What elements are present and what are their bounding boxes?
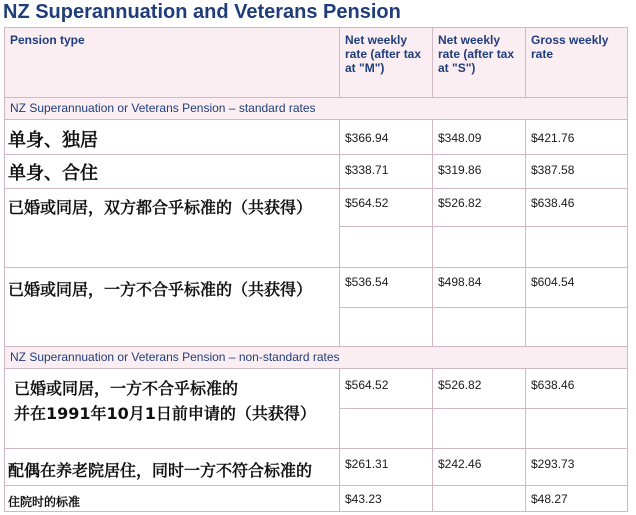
grid-line <box>4 154 628 155</box>
row-value-gross: $604.54 <box>531 275 575 289</box>
row-value-s: $526.82 <box>438 378 482 392</box>
grid-line <box>4 97 628 98</box>
row-value-s: $526.82 <box>438 196 482 210</box>
grid-line <box>339 27 340 97</box>
section-standard-label: NZ Superannuation or Veterans Pension – standard rates <box>10 101 316 115</box>
grid-line <box>432 27 433 97</box>
grid-line <box>432 119 433 346</box>
header-net-s: Net weekly rate (after tax at "S") <box>438 33 515 75</box>
grid-line <box>4 346 628 347</box>
header-net-m: Net weekly rate (after tax at "M") <box>345 33 422 75</box>
grid-line <box>4 119 628 120</box>
row-label-single-alone: 单身、独居 <box>8 130 98 151</box>
row-value-m: $43.23 <box>345 492 382 506</box>
row-label-married-one-pre1991-line1: 已婚或同居，一方不合乎标准的 <box>14 379 239 398</box>
row-value-m: $261.31 <box>345 457 389 471</box>
row-value-gross: $48.27 <box>531 492 568 506</box>
row-label-married-one: 已婚或同居，一方不合乎标准的（共获得） <box>8 280 313 299</box>
grid-line <box>339 119 340 346</box>
grid-line <box>525 27 526 97</box>
grid-line <box>339 408 628 409</box>
grid-line <box>4 188 628 189</box>
grid-line <box>432 368 433 512</box>
row-value-gross: $387.58 <box>531 163 575 177</box>
header-pension-type: Pension type <box>10 33 85 47</box>
row-value-s: $319.86 <box>438 163 482 177</box>
row-value-gross: $638.46 <box>531 196 575 210</box>
header-gross: Gross weekly rate <box>531 33 609 61</box>
grid-line <box>525 119 526 346</box>
grid-line <box>4 511 628 512</box>
row-label-spouse-rest-home: 配偶在养老院居住，同时一方不符合标准的 <box>8 461 313 480</box>
row-value-m: $564.52 <box>345 196 389 210</box>
grid-line <box>4 368 628 369</box>
grid-line <box>339 368 340 512</box>
row-value-m: $536.54 <box>345 275 389 289</box>
row-value-m: $338.71 <box>345 163 389 177</box>
row-label-hospital-rate: 住院时的标准 <box>8 495 81 509</box>
row-value-s: $498.84 <box>438 275 482 289</box>
row-label-single-sharing: 单身、合住 <box>8 163 98 184</box>
grid-line <box>4 27 628 28</box>
pension-rates-table <box>4 27 628 513</box>
grid-line <box>339 307 628 308</box>
grid-line <box>4 27 5 512</box>
row-label-married-one-pre1991-line2: 并在1991年10月1日前申请的（共获得） <box>14 404 316 423</box>
row-value-gross: $421.76 <box>531 131 575 145</box>
page-title: NZ Superannuation and Veterans Pension <box>3 1 401 23</box>
grid-line <box>4 448 628 449</box>
row-value-s: $242.46 <box>438 457 482 471</box>
row-value-gross: $638.46 <box>531 378 575 392</box>
row-value-gross: $293.73 <box>531 457 575 471</box>
grid-line <box>339 226 628 227</box>
grid-line <box>4 267 628 268</box>
grid-line <box>4 485 628 486</box>
section-nonstandard-label: NZ Superannuation or Veterans Pension – non-standard rates <box>10 350 340 364</box>
row-value-m: $366.94 <box>345 131 389 145</box>
row-value-m: $564.52 <box>345 378 389 392</box>
row-label-married-both: 已婚或同居，双方都合乎标准的（共获得） <box>8 198 313 217</box>
grid-line <box>627 27 628 512</box>
grid-line <box>525 368 526 512</box>
row-value-s: $348.09 <box>438 131 482 145</box>
